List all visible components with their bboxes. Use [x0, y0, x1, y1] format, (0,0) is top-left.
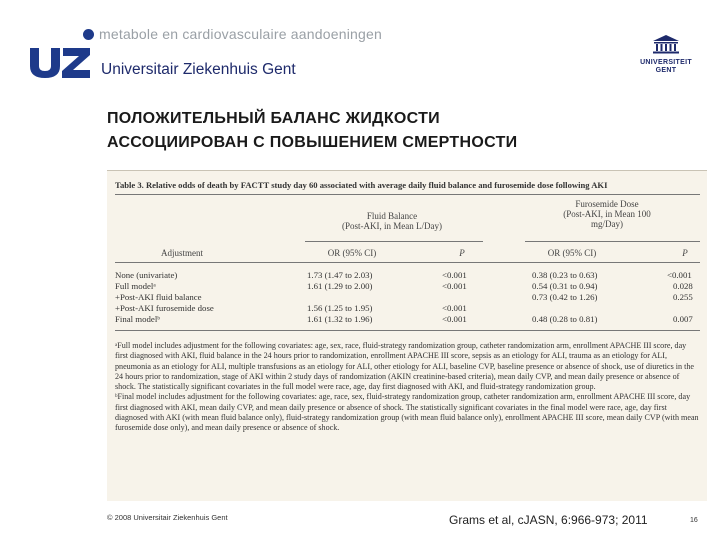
row-p-fluid: <0.001 [442, 314, 467, 324]
row-p-fluid: <0.001 [442, 281, 467, 291]
fluid-balance-header-line1: Fluid Balance [366, 211, 418, 221]
row-p-fluid: <0.001 [442, 303, 467, 313]
row-or-furosemide: 0.48 (0.28 to 0.81) [532, 314, 598, 324]
fluid-balance-header [312, 211, 472, 231]
row-label: Full modelᵃ [115, 281, 156, 291]
row-or-furosemide: 0.73 (0.42 to 1.26) [532, 292, 598, 302]
furosemide-rule [525, 241, 700, 242]
copyright-notice: © 2008 Universitair Ziekenhuis Gent [107, 513, 228, 522]
col-p-furosemide: P [682, 248, 688, 258]
uz-logo [28, 46, 92, 85]
col-or-fluid: OR (95% CI) [327, 248, 377, 258]
brand-dot [83, 29, 94, 40]
page-number: 16 [690, 517, 698, 524]
table-footnotes [115, 341, 701, 434]
row-or-fluid: 1.73 (1.47 to 2.03) [307, 270, 373, 280]
furosemide-header-line2: (Post-AKI, in Mean 100 [563, 209, 651, 219]
university-line1: UNIVERSITEIT [640, 59, 692, 66]
row-label: +Post-AKI furosemide dose [115, 303, 214, 313]
row-or-furosemide: 0.38 (0.23 to 0.63) [532, 270, 598, 280]
furosemide-header [532, 199, 682, 229]
department-tagline: metabole en cardiovasculaire aandoeningen [99, 26, 382, 42]
col-adjustment: Adjustment [161, 248, 203, 258]
furosemide-header-line3: mg/Day) [591, 219, 623, 229]
title-line-1: ПОЛОЖИТЕЛЬНЫЙ БАЛАНС ЖИДКОСТИ [107, 110, 440, 127]
row-or-fluid: 1.61 (1.32 to 1.96) [307, 314, 373, 324]
university-line2: GENT [655, 67, 677, 74]
col-or-furosemide: OR (95% CI) [547, 248, 597, 258]
row-or-fluid: 1.61 (1.29 to 2.00) [307, 281, 373, 291]
slide-title [107, 107, 517, 155]
fluid-balance-header-line2: (Post-AKI, in Mean L/Day) [342, 221, 442, 231]
ugent-logo [636, 34, 696, 75]
table-scan [107, 170, 707, 501]
footnote-a: ᵃFull model includes adjustment for the following covariates: age, sex, race, fluid-strategy randomization group, catheter randomization arm, enrollment APACHE III score, day first diagnosed with AKI, fluid balance in the 24 hours prior to randomization, enrollment APACHE III score, sepsis as an etiology for ALI, trauma as an etiology for ALI, pneumonia as an etiology for ALI, multiple transfusions as an etiology for ALI, other etiology for ALI, baseline CVP, baseline presence or absence of shock, use of diuretics in the 24 hours prior to randomization, stage of AKI within 2 study days of randomization (AKIN creatinine-based criteria), mean daily CVP, and mean daily presence or absence of shock. The statistically significant covariates in the full model were race, age, day first diagnosed with AKI, and fluid-strategy randomization group. [115, 341, 695, 392]
row-or-furosemide: 0.54 (0.31 to 0.94) [532, 281, 598, 291]
table-caption: Table 3. Relative odds of death by FACTT study day 60 associated with average daily fluid balance and furosemide dose following AKI [115, 180, 608, 190]
row-p-furosemide: <0.001 [667, 270, 692, 280]
header-bottom-rule [115, 262, 700, 263]
table-top-rule [115, 194, 700, 195]
row-or-fluid: 1.56 (1.25 to 1.95) [307, 303, 373, 313]
fluid-balance-rule [305, 241, 483, 242]
row-p-furosemide: 0.028 [673, 281, 693, 291]
row-p-furosemide: 0.007 [673, 314, 693, 324]
table-bottom-rule [115, 330, 700, 331]
uz-logo-graphic [28, 46, 92, 80]
row-p-furosemide: 0.255 [673, 292, 693, 302]
row-label: None (univariate) [115, 270, 178, 280]
citation: Grams et al, cJASN, 6:966-973; 2011 [449, 513, 648, 527]
footnote-b: ᵇFinal model includes adjustment for the following covariates: age, race, sex, fluid-strategy randomization group, catheter randomization arm, enrollment APACHE III score, day first diagnosed with AKI, mean daily CVP, and mean daily presence or absence of shock. The statistically significant covariates in the final model were race, age, day first diagnosed with AKI (with mean fluid balance only), fluid-strategy randomization group (with mean fluid balance only), enrollment APACHE III score, mean daily CVP (with mean furosemide dose only), and mean daily presence or absence of shock. [115, 392, 699, 433]
row-label: +Post-AKI fluid balance [115, 292, 202, 302]
row-label: Final modelᵇ [115, 314, 160, 324]
row-p-fluid: <0.001 [442, 270, 467, 280]
ugent-building-icon [651, 34, 681, 54]
title-line-2: АССОЦИИРОВАН С ПОВЫШЕНИЕМ СМЕРТНОСТИ [107, 134, 518, 151]
furosemide-header-line1: Furosemide Dose [575, 199, 639, 209]
hospital-name: Universitair Ziekenhuis Gent [101, 61, 296, 78]
col-p-fluid: P [459, 248, 465, 258]
